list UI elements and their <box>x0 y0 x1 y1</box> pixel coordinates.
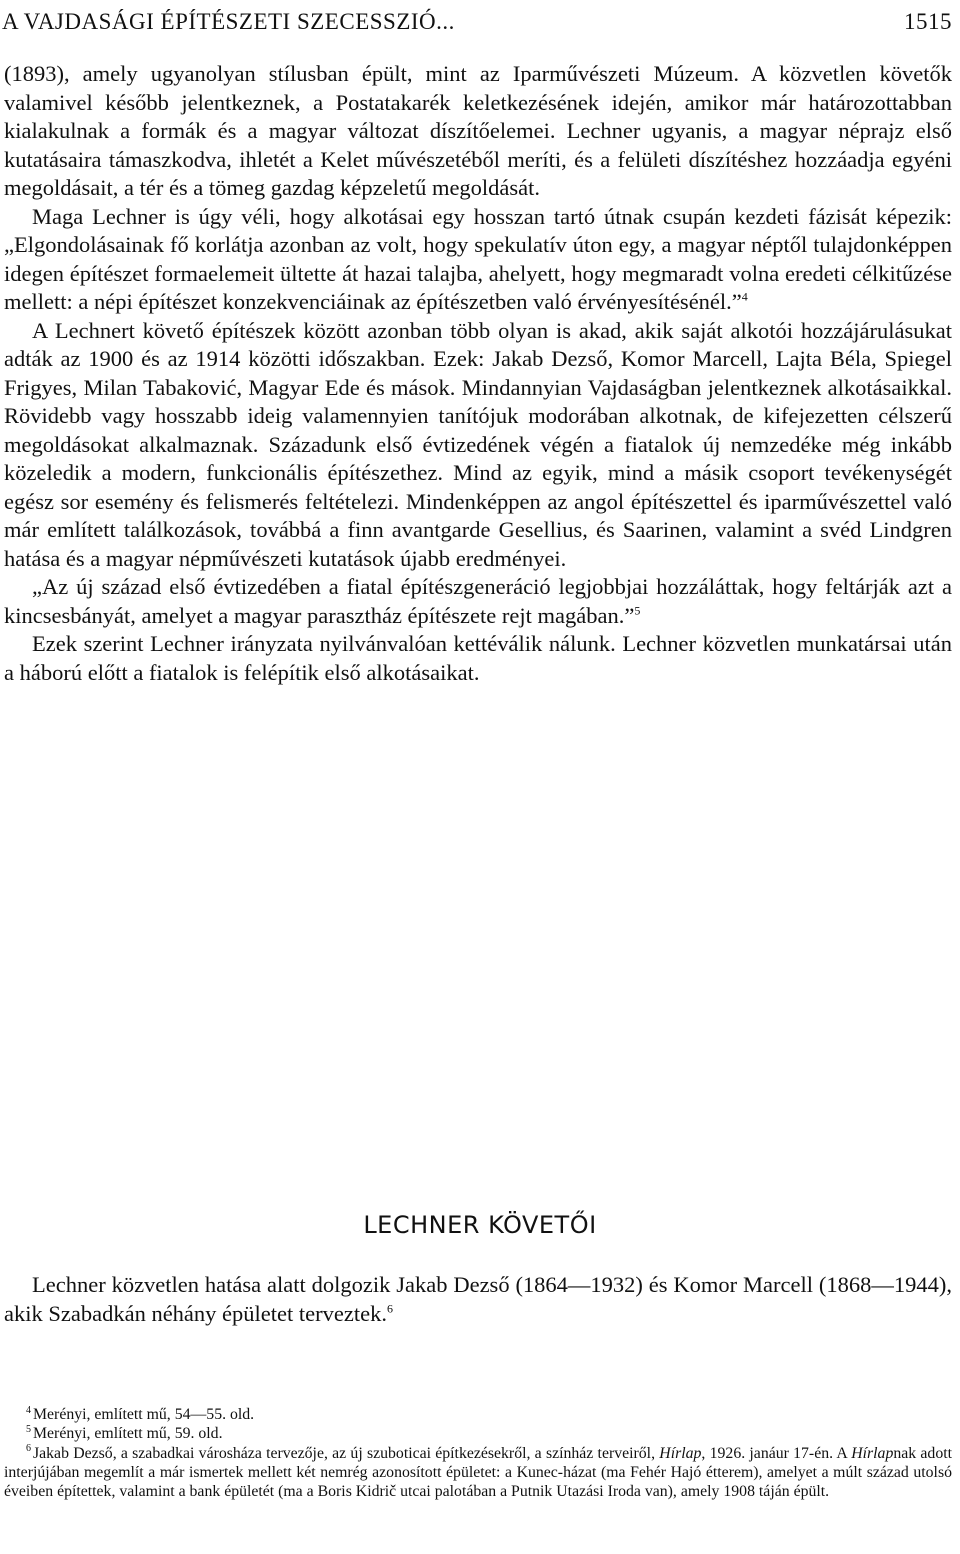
footnote-ref-4: 4 <box>741 289 748 304</box>
footnote-5 <box>4 1424 952 1443</box>
footnote-6-mark: 6 <box>26 1443 31 1455</box>
paragraph-2 <box>4 203 952 317</box>
running-head <box>2 8 952 36</box>
footnote-6-journal-2: Hírlap <box>851 1444 894 1462</box>
footnote-ref-5: 5 <box>634 603 641 617</box>
footnote-6 <box>4 1444 952 1502</box>
footnote-6-part-e: nak adott interjújában megemlít a már ismertek mellett két nemrég azonosított épületet: a Kunec-házat (ma Fehér Hajó étterem), amelyet a múlt század utolsó éveiben építettek, valamint a bank épületét (ma a Boris Kidrič utcai palotában a Putnik Utazási Iroda van), amely 1908 táján épült. <box>4 1444 953 1501</box>
section-paragraph-1 <box>4 1271 952 1328</box>
paragraph-2-text: Maga Lechner is úgy véli, hogy alkotásai egy hosszan tartó útnak csupán kezdeti fázisát képezik: „Elgondolásainak fő korlátja azonban az volt, hogy spekulatív úton egy, a magyar néptől tulajdonképpen idegen építészet formaelemeit ültette át hazai talajba, ahelyett, hogy megmaradt volna eredeti célkitűzése mellett: a népi építészet konzekvenciáinak az építészetben való érvényesítésénél.” <box>4 203 952 314</box>
footnote-6-part-a: Jakab Dezső, a szabadkai városháza tervezője, az új szuboticai építkezésekről, a színház terveiről, <box>33 1444 656 1462</box>
main-text <box>4 60 952 687</box>
section-text <box>4 1271 952 1328</box>
paragraph-3: A Lechnert követő építészek között azonban több olyan is akad, akik saját alkotói hozzájárulásukat adták az 1900 és az 1914 közötti időszakban. Ezek: Jakab Dezső, Komor Marcell, Lajta Béla, Spiegel Frigyes, Milan Tabaković, Magyar Ede és mások. Mindannyian Vajdaságban jelentkeznek alkotásaikkal. Rövidebb vagy hosszabb ideig valamennyien tanítójuk modorában alkotnak, de kifejezetten célszerű megoldásokat alkalmaznak. Századunk első évtizedének végén a fiatalok új nemzedéke még inkább közeledik a modern, funkcionális építészethez. Mind az egyik, mind a másik csoport tevékenységét egész sor esemény és felismerés feltételezi. Mindenképpen az angol építészettel és iparművészettel való már említett találkozások, továbbá a finn avantgarde Gesellius, és Saarinen, valamint a svéd Lindgren hatása és a magyar népművészeti kutatások újabb eredményei. <box>4 317 952 571</box>
paragraph-1: (1893), amely ugyanolyan stílusban épült, mint az Iparművészeti Múzeum. A közvetlen követők valamivel később jelentkeznek, a Postatakarék keletkezésének idején, amikor már határozottabban kialakulnak a formák és a magyar változat díszítőelemei. Lechner ugyanis, a magyar néprajz első kutatásaira támaszkodva, ihletét a Kelet művészetéből meríti, és a felületi díszítéshez hozzáadja egyéni megoldásait, a tér és a tömeg gazdag képzeletű megoldását. <box>4 61 952 200</box>
page-number: 1515 <box>904 9 952 34</box>
footnote-5-text: Merényi, említett mű, 59. old. <box>33 1425 223 1443</box>
footnote-4-text: Merényi, említett mű, 54—55. old. <box>33 1406 255 1423</box>
paragraph-4 <box>4 573 952 630</box>
footnote-6-journal: Hírlap <box>659 1444 702 1462</box>
running-head-title: A VAJDASÁGI ÉPÍTÉSZETI SZECESSZIÓ... <box>2 9 455 34</box>
footnote-6-part-c: , 1926. janáur 17-én. A <box>701 1444 847 1462</box>
footnote-4-mark: 4 <box>26 1404 31 1416</box>
footnote-4 <box>4 1405 952 1424</box>
footnote-ref-6: 6 <box>386 1301 393 1315</box>
footnotes <box>4 1405 952 1501</box>
section-paragraph-1-text: Lechner közvetlen hatása alatt dolgozik Jakab Dezső (1864—1932) és Komor Marcell (1868—1944), akik Szabadkán néhány épületet terveztek. <box>4 1272 952 1326</box>
paragraph-4-text: „Az új század első évtizedében a fiatal építészgeneráció legjobbjai hozzáláttak, hogy feltárják azt a kincsesbányát, amelyet a magyar parasztház építészete rejt magában.” <box>4 574 952 628</box>
footnote-5-mark: 5 <box>26 1424 31 1436</box>
paragraph-5: Ezek szerint Lechner irányzata nyilvánvalóan kettéválik nálunk. Lechner közvetlen munkatársai után a háború előtt a fiatalok is felépítik első alkotásaikat. <box>4 631 952 685</box>
section-heading: LECHNER KÖVETŐI <box>363 1211 597 1239</box>
